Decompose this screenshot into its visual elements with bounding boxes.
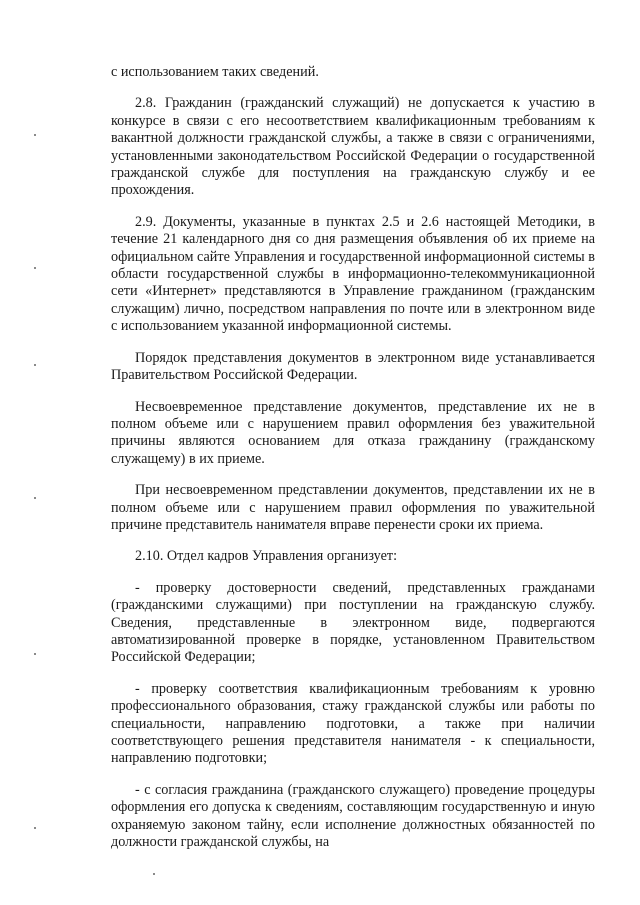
paragraph-2-10: 2.10. Отдел кадров Управления организует:	[135, 548, 398, 565]
document-body	[111, 64, 595, 865]
paragraph-2-8: 2.8. Гражданин (гражданский служащий) не допускается к участию в конкурсе в связи с его несоответствием квалификационным требованиям к вакантной должности гражданской службы, а также в связи с ограничениями, установленными законодательством Российской Федерации о государственной гражданской службе для поступления на гражданскую службу и ее прохождения.	[111, 95, 595, 199]
scan-mark	[34, 364, 36, 366]
scan-mark	[34, 267, 36, 269]
scan-mark	[153, 873, 155, 875]
paragraph-continuation: с использованием таких сведений.	[111, 64, 319, 80]
list-item-clearance-procedure: - с согласия гражданина (гражданского служащего) проведение процедуры оформления его допуска к сведениям, составляющим государственную и иную охраняемую законом тайну, если исполнение должностных обязанностей по должности гражданской службы, на	[111, 781, 595, 851]
list-item-qualification-check: - проверку соответствия квалификационным требованиям к уровню профессионального образования, стажу гражданской службы или работы по специальности, направлению подготовки, а также при наличии соответствующего решения представителя нанимателя - к специальности, направлению подготовки;	[111, 680, 595, 767]
paragraph-late-submission-valid-reason: При несвоевременном представлении документов, представлении их не в полном объеме или с нарушением правил оформления по уважительной причине представитель нанимателя вправе перенести сроки их приема.	[111, 482, 595, 533]
scan-mark	[34, 827, 36, 829]
scan-mark	[34, 497, 36, 499]
paragraph-late-submission-refusal: Несвоевременное представление документов, представление их не в полном объеме или с нарушением правил оформления без уважительной причины являются основанием для отказа гражданину (гражданскому служащему) в их приеме.	[111, 398, 595, 467]
list-item-verification: - проверку достоверности сведений, представленных гражданами (гражданскими служащими) при поступлении на гражданскую службу. Сведения, представленные в электронном виде, подвергаются автоматизированной проверке в порядке, установленном Правительством Российской Федерации;	[111, 579, 595, 666]
scan-mark	[34, 134, 36, 136]
paragraph-2-9: 2.9. Документы, указанные в пунктах 2.5 и 2.6 настоящей Методики, в течение 21 календарного дня со дня размещения объявления об их приеме на официальном сайте Управления и государственной информационной системы в области государственной службы в информационно-телекоммуникационной сети «Интернет» представляются в Управление гражданином (гражданским служащим) лично, посредством направления по почте или в электронном виде с использованием указанной информационной системы.	[111, 213, 595, 335]
scan-mark	[34, 653, 36, 655]
paragraph-electronic-submission: Порядок представления документов в электронном виде устанавливается Правительством Российской Федерации.	[111, 349, 595, 384]
